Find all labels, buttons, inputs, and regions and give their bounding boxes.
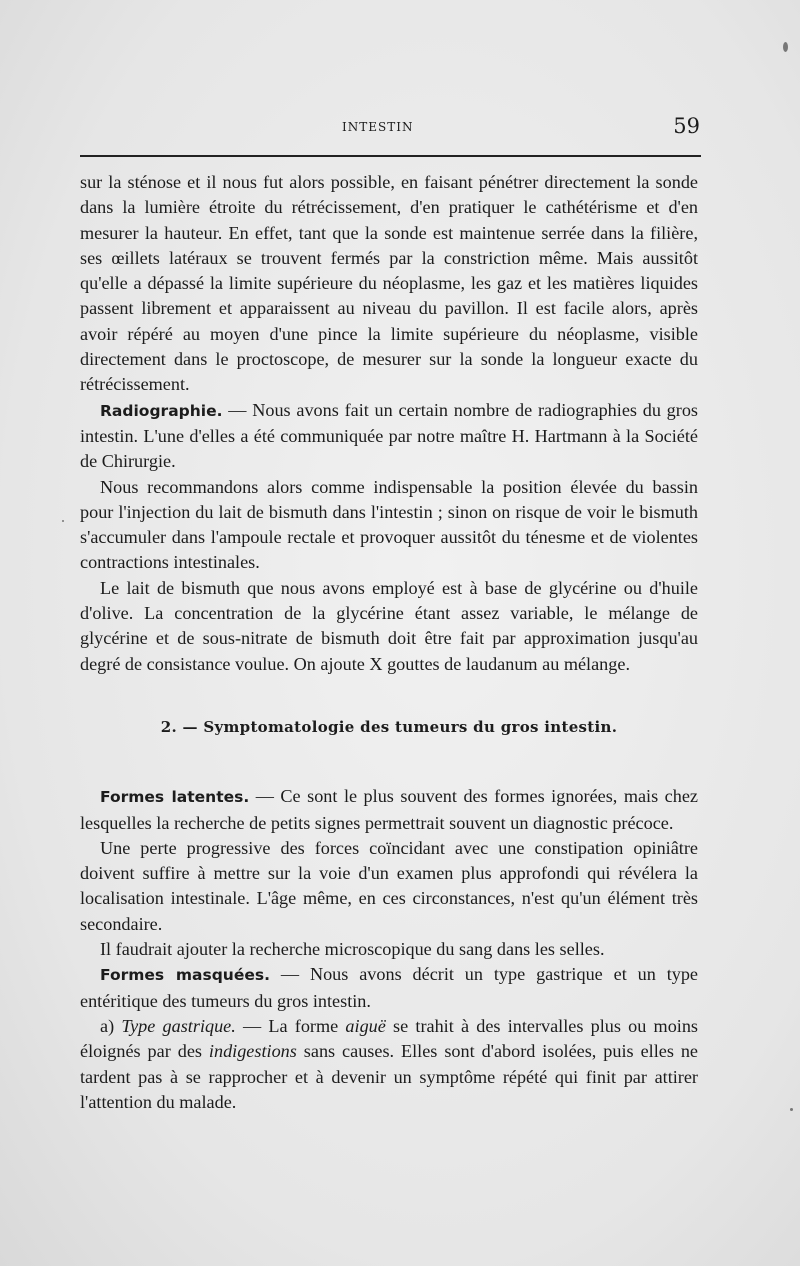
paragraph: Il faudrait ajouter la recherche microscopique du sang dans les selles.: [100, 939, 605, 960]
running-title: INTESTIN: [342, 120, 414, 134]
paragraph-text: se trahit à des intervalles plus ou moins éloignés par des: [80, 1015, 699, 1062]
page-header: [80, 114, 700, 144]
italic-text: aiguë: [345, 1015, 386, 1036]
paragraph: Nous recommandons alors comme indispensable la position élevée du bassin pour l'injection du lait de bismuth dans l'intestin ; sinon on risque de voir le bismuth s'accumuler dans l'ampoule rectale et provoquer aussitôt du ténesme et de violentes contractions intestinales.: [80, 476, 698, 573]
header-rule: [80, 155, 701, 157]
body-text: [80, 170, 698, 1115]
page-number: 59: [673, 114, 700, 138]
section-heading: 2. — Symptomatologie des tumeurs du gros intestin.: [160, 717, 618, 736]
paragraph-text: a): [100, 1015, 122, 1036]
italic-text: indigestions: [208, 1041, 297, 1062]
paragraph-text: sans causes. Elles sont d'abord isolées, puis elles ne tardent pas à se rapprocher et à devenir un symptôme répété qui finit par attirer l'attention du malade.: [80, 1041, 699, 1112]
paper-speck: [790, 1108, 793, 1111]
paragraph-text: — Ce sont le plus souvent des formes ignorées, mais chez lesquelles la recherche de petits signes permettrait souvent un diagnostic précoce.: [80, 786, 698, 833]
paragraph: [80, 398, 698, 475]
paragraph-text: — La forme: [235, 1015, 346, 1036]
paragraph-text: — Nous avons fait un certain nombre de radiographies du gros intestin. L'une d'elles a été communiquée par notre maître H. Hartmann à la Société de Chirurgie.: [80, 399, 698, 472]
run-in-heading: Formes masquées.: [100, 966, 270, 985]
paragraph-text: — Nous avons décrit un type gastrique et un type entéritique des tumeurs du gros intestin.: [80, 964, 699, 1011]
run-in-heading: Formes latentes.: [100, 788, 250, 807]
paragraph: Le lait de bismuth que nous avons employé est à base de glycérine ou d'huile d'olive. La concentration de la glycérine étant assez variable, le mélange de glycérine et de sous-nitrate de bismuth doit être fait par approximation jusqu'au degré de consistance voulue. On ajoute X gouttes de laudanum au mélange.: [80, 577, 698, 674]
paragraph: Une perte progressive des forces coïncidant avec une constipation opiniâtre doivent suffire à mettre sur la voie d'un examen plus approfondi qui révélera la localisation intestinale. L'âge même, en ces circonstances, n'est qu'un élément très secondaire.: [80, 837, 698, 934]
paragraph: [80, 1014, 698, 1115]
paper-speck: [783, 42, 788, 52]
paragraph: [80, 784, 698, 836]
paper-speck: [62, 520, 64, 522]
paragraph: sur la sténose et il nous fut alors possible, en faisant pénétrer directement la sonde dans la lumière étroite du rétrécissement, d'en pratiquer le cathétérisme et d'en mesurer la hauteur. En effet, tant que la sonde est maintenue serrée dans la filière, ses œillets latéraux se trouvent fermés par la constriction même. Mais aussitôt qu'elle a dépassé la limite supérieure du néoplasme, les gaz et les matières liquides passent librement et apparaissent au niveau du pavillon. Il est facile alors, après avoir répéré au moyen d'une pince la limite supérieure du néoplasme, visible directement dans le proctoscope, de mesurer sur la sonde la longueur exacte du rétrécissement.: [80, 172, 698, 395]
paragraph: [80, 962, 698, 1014]
italic-text: Type gastrique.: [121, 1015, 236, 1036]
run-in-heading: Radiographie.: [100, 401, 223, 420]
